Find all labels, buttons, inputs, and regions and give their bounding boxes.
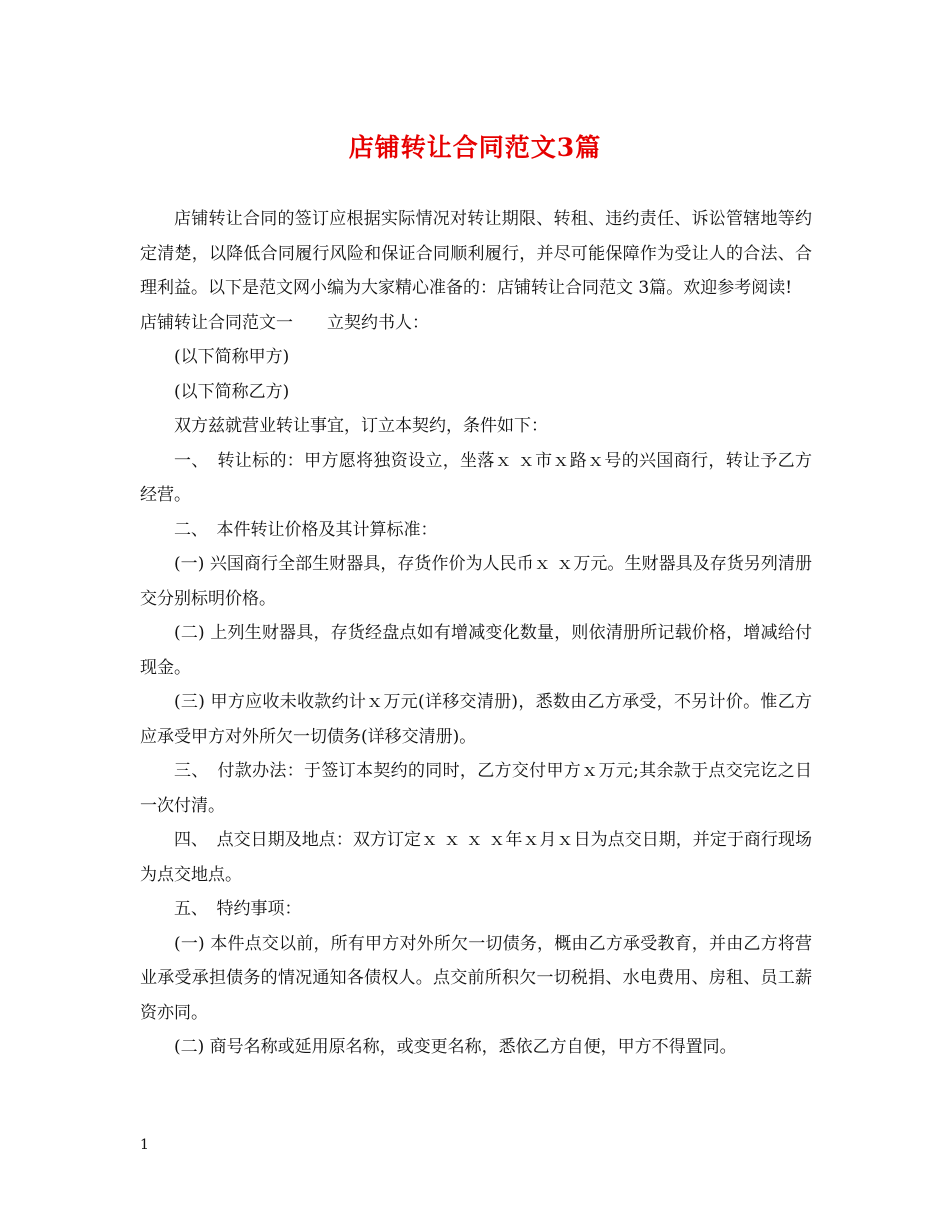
party-b-line: (以下简称乙方) (174, 381, 290, 402)
clause-3: 三、 付款办法：于签订本契约的同时，乙方交付甲方ｘ万元;其余款于点交完讫之日一次付清。 (140, 761, 812, 816)
party-a-line: (以下简称甲方) (174, 347, 290, 367)
intro-paragraph: 店铺转让合同的签订应根据实际情况对转让期限、转租、违约责任、诉讼管辖地等约定清楚，以降低合同履行风险和保证合同顺利履行，并尽可能保障作为受让人的合法、合理利益。以下是范文网小编为大家精心准备的：店铺转让合同范文 3篇。欢迎参考阅读! (140, 209, 812, 298)
clause-2-item-3: (三) 甲方应收未收款约计ｘ万元(详移交清册)，悉数由乙方承受，不另计价。惟乙方应承受甲方对外所欠一切债务(详移交清册)。 (140, 692, 812, 747)
clause-2-item-1: (一) 兴国商行全部生财器具，存货作价为人民币ｘ ｘ万元。生财器具及存货另列清册交分别标明价格。 (140, 554, 812, 609)
document-title: 店铺转让合同范文3篇 (348, 133, 602, 162)
clause-1: 一、 转让标的：甲方愿将独资设立，坐落ｘ ｘ市ｘ路ｘ号的兴国商行，转让予乙方经营。 (140, 450, 812, 505)
clause-2-item-2: (二) 上列生财器具，存货经盘点如有增减变化数量，则依清册所记载价格，增减给付现金。 (140, 623, 812, 678)
clause-4: 四、 点交日期及地点：双方订定ｘ ｘ ｘ ｘ年ｘ月ｘ日为点交日期，并定于商行现场为点交地点。 (140, 830, 812, 885)
clause-5-item-1: (一) 本件点交以前，所有甲方对外所欠一切债务，概由乙方承受教育，并由乙方将营业承受承担债务的情况通知各债权人。点交前所积欠一切税捐、水电费用、房租、员工薪资亦同。 (140, 933, 812, 1023)
contract-heading-line: 店铺转让合同范文一 立契约书人： (140, 312, 429, 333)
clause-2: 二、 本件转让价格及其计算标准： (174, 519, 438, 540)
clause-5-item-2: (二) 商号名称或延用原名称，或变更名称，悉依乙方自便，甲方不得置同。 (174, 1037, 737, 1057)
clause-5: 五、 特约事项： (174, 899, 302, 919)
preamble-paragraph: 双方兹就营业转让事宜，订立本契约，条件如下： (174, 416, 548, 436)
page-number: 1 (140, 1137, 149, 1153)
document-body (140, 202, 812, 1065)
